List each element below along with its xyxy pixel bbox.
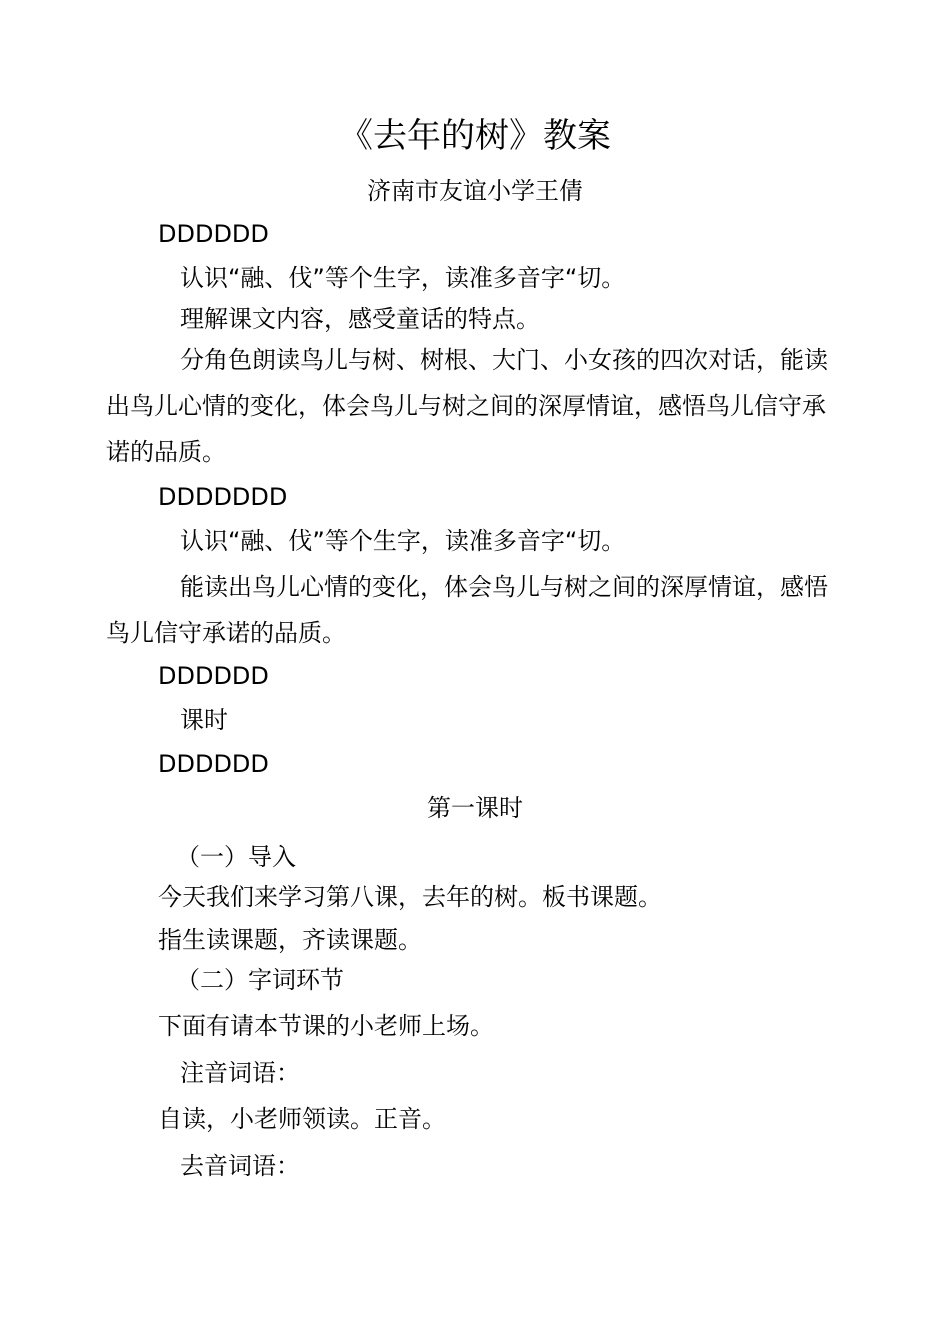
paragraph: 分角色朗读鸟儿与树、树根、大门、小女孩的四次对话，能读出鸟儿心情的变化，体会鸟儿与树之间的深厚情谊，感悟鸟儿信守承诺的品质。 (106, 346, 828, 466)
paragraph: 下面有请本节课的小老师上场。 (158, 1012, 494, 1040)
section-heading: DDDDDD (158, 220, 269, 248)
author-line: 济南市友谊小学王倩 (367, 177, 583, 205)
subheading: （二）字词环节 (176, 966, 344, 994)
section-heading: DDDDDDD (158, 483, 288, 511)
paragraph: 去音词语： (180, 1152, 300, 1180)
document-title: 《去年的树》教案 (339, 116, 611, 156)
lesson-heading: 第一课时 (427, 794, 523, 822)
section-heading: DDDDDD (158, 750, 269, 778)
section-heading: DDDDDD (158, 662, 269, 690)
paragraph: 课时 (180, 706, 228, 734)
paragraph: 理解课文内容，感受童话的特点。 (180, 305, 540, 333)
paragraph: 今天我们来学习第八课，去年的树。板书课题。 (158, 883, 662, 911)
subheading: （一）导入 (176, 843, 296, 871)
paragraph: 指生读课题，齐读课题。 (158, 926, 422, 954)
paragraph: 能读出鸟儿心情的变化，体会鸟儿与树之间的深厚情谊，感悟鸟儿信守承诺的品质。 (106, 573, 828, 647)
paragraph: 认识“融、伐”等个生字，读准多音字“切。 (180, 264, 626, 292)
paragraph: 注音词语： (180, 1059, 300, 1087)
paragraph: 自读，小老师领读。正音。 (158, 1105, 446, 1133)
paragraph: 认识“融、伐”等个生字，读准多音字“切。 (180, 527, 626, 555)
